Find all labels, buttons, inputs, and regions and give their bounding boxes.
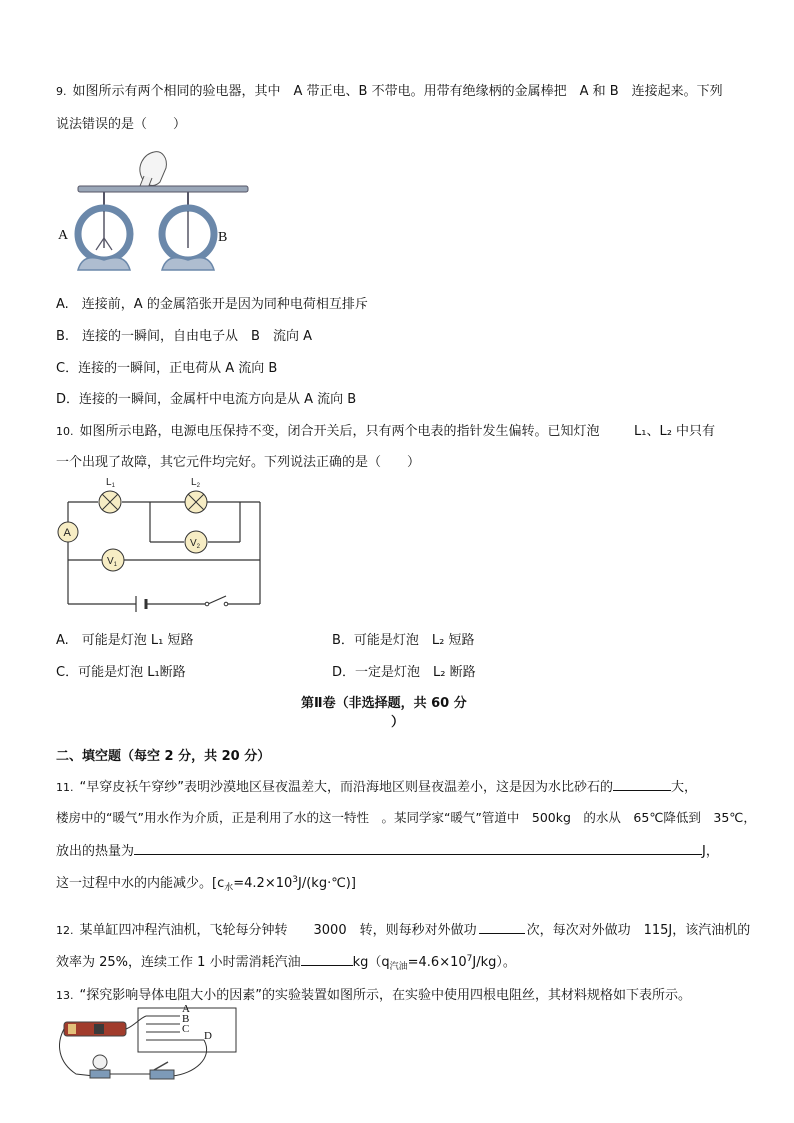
svg-text:V2: $V_2$ [190,538,201,550]
q10-option-a: A. 可能是灯泡 L₁ 短路 [56,633,194,648]
q13-line1: 13. “探究影响导体电阻大小的因素”的实验装置如图所示，在实验中使用四根电阻丝，其材料规格如下表所示。 [56,988,691,1003]
ammeter-label: A [63,527,71,539]
wire-label-c: C [182,1023,190,1035]
q9-option-a: A. 连接前，A 的金属箔张开是因为同种电荷相互排斥 [56,297,368,312]
question-number: 11. [56,781,74,794]
resistance-experiment-figure [54,1004,244,1086]
part-heading: 二、填空题（每空 2 分，共 20 分） [56,749,271,764]
q10-stem-line2: 一个出现了故障，其它元件均完好。下列说法正确的是（ ） [56,455,421,470]
electroscope-a-label: A [58,228,69,243]
q11-line1: 11. “早穿皮袄午穿纱”表明沙漠地区昼夜温差大，而沿海地区则昼夜温差小，这是因为水比砂石的 大， [56,780,697,795]
svg-text:L1: $L_1$ [106,477,115,489]
q10-stem-line1: 10. 如图所示电路，电源电压保持不变，闭合开关后，只有两个电表的指针发生偏转。已知灯泡 [56,424,600,439]
q11-line4: 这一过程中水的内能减少。$[c_水=4.2\times 10^3J/(kg\cdot℃)]$ [56,875,356,893]
q9-stem-line1: 9. 如图所示有两个相同的验电器，其中 A 带正电、B 不带电。用带有绝缘柄的金属棒把 A 和 B 连接起来。下列 [56,84,723,99]
q9-stem-line2: 说法错误的是（ ） [56,117,187,132]
q10-option-c: C．可能是灯泡 L₁断路 [56,665,186,680]
question-number: 10. [56,425,74,438]
q12-line2: 效率为 25%，连续工作 1 小时需消耗汽油 $kg(q_{汽油}=4.6\times 10^7J/kg)$。 [56,954,516,972]
voltmeter-v2-label: V [190,538,197,549]
wire-label-b: B [182,1013,190,1025]
question-number: 12. [56,924,74,937]
q10-stem-line1-tail: L₁、L₂ 中只有 [634,424,716,439]
lamp-l2-label: L [191,477,197,488]
q12-line1: 12. 某单缸四冲程汽油机，飞轮每分钟转 3000 转，则每秒对外做功 次，每次对外做功 115J，该汽油机的 [56,923,751,938]
question-number: 13. [56,989,74,1002]
wire-label-d: D [204,1030,212,1042]
wire-label-a: A [182,1003,190,1015]
question-number: 9. [56,85,67,98]
q10-option-d: D．一定是灯泡 L₂ 断路 [332,665,476,680]
q9-option-c: C．连接的一瞬间，正电荷从 A 流向 B [56,361,278,376]
answer-blank[interactable] [479,921,525,934]
answer-blank[interactable] [613,778,671,791]
circuit-diagram [50,472,270,614]
svg-text:L2: $L_2$ [191,477,200,489]
electroscope-b-label: B [218,230,228,245]
electroscope-figure [56,148,256,278]
section-title-tail: ） [391,715,405,730]
q11-line3: 放出的热量为 J， [56,844,719,859]
svg-text:V1: $V_1$ [107,556,118,568]
q9-option-d: D．连接的一瞬间，金属杆中电流方向是从 A 流向 B [56,392,357,407]
q10-option-b: B．可能是灯泡 L₂ 短路 [332,633,475,648]
section-title: 第Ⅱ卷（非选择题，共 60 分 [301,696,467,711]
answer-blank[interactable] [134,842,702,855]
voltmeter-v1-label: V [107,556,114,567]
lamp-l1-label: L [106,477,112,488]
q11-line2: 楼房中的“暖气”用水作为介质，正是利用了水的这一特性 。某同学家“暖气”管道中 500kg 的水从 65℃降低到 35℃， [56,810,756,825]
answer-blank[interactable] [301,953,353,966]
q9-option-b: B. 连接的一瞬间，自由电子从 B 流向 A [56,329,312,344]
